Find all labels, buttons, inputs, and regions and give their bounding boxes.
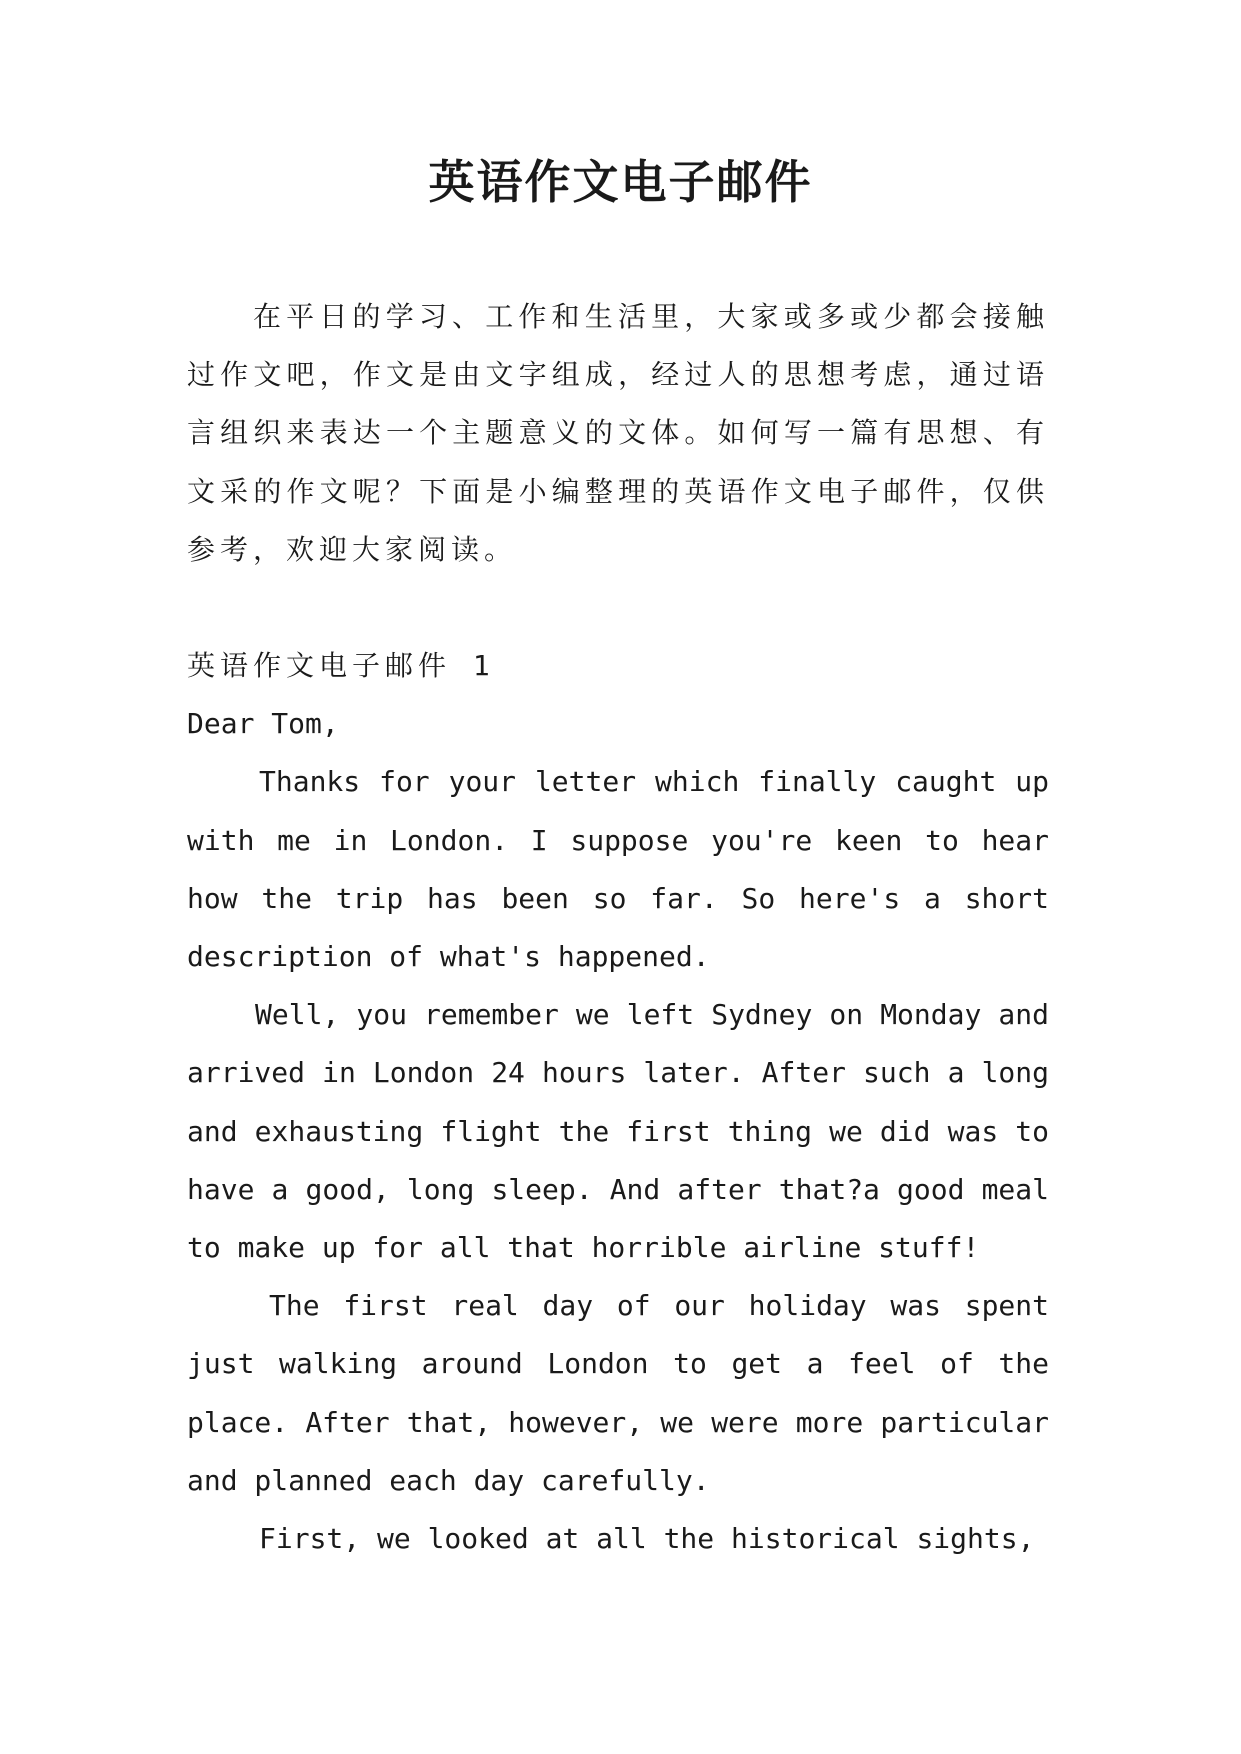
spacer bbox=[187, 579, 1049, 637]
document-body bbox=[187, 288, 1049, 1568]
body-paragraph: Thanks for your letter which finally caught up with me in London. I suppose you're keen to hear how the trip has been so far. So here's a short description of what's happened. bbox=[187, 765, 1049, 974]
section-heading: 英语作文电子邮件 1 bbox=[187, 649, 495, 683]
body-paragraph: The first real day of our holiday was spent just walking around London to get a feel of the place. After that, however, we were more particular and planned each day carefully. bbox=[187, 1289, 1049, 1497]
salutation: Dear Tom, bbox=[187, 707, 339, 741]
document-title: 英语作文电子邮件 bbox=[428, 155, 813, 209]
intro-paragraph: 在平日的学习、工作和生活里，大家或多或少都会接触过作文吧，作文是由文字组成，经过人的思想考虑，通过语言组织来表达一个主题意义的文体。如何写一篇有思想、有文采的作文呢？下面是小编整理的英语作文电子邮件，仅供参考，欢迎大家阅读。 bbox=[187, 300, 1049, 566]
body-paragraph: Well, you remember we left Sydney on Monday and arrived in London 24 hours later. After such a long and exhausting flight the first thing we did was to have a good, long sleep. And after that?a good meal to make up for all that horrible airline stuff! bbox=[187, 998, 1049, 1265]
body-paragraph: First, we looked at all the historical sights, bbox=[259, 1522, 1035, 1556]
